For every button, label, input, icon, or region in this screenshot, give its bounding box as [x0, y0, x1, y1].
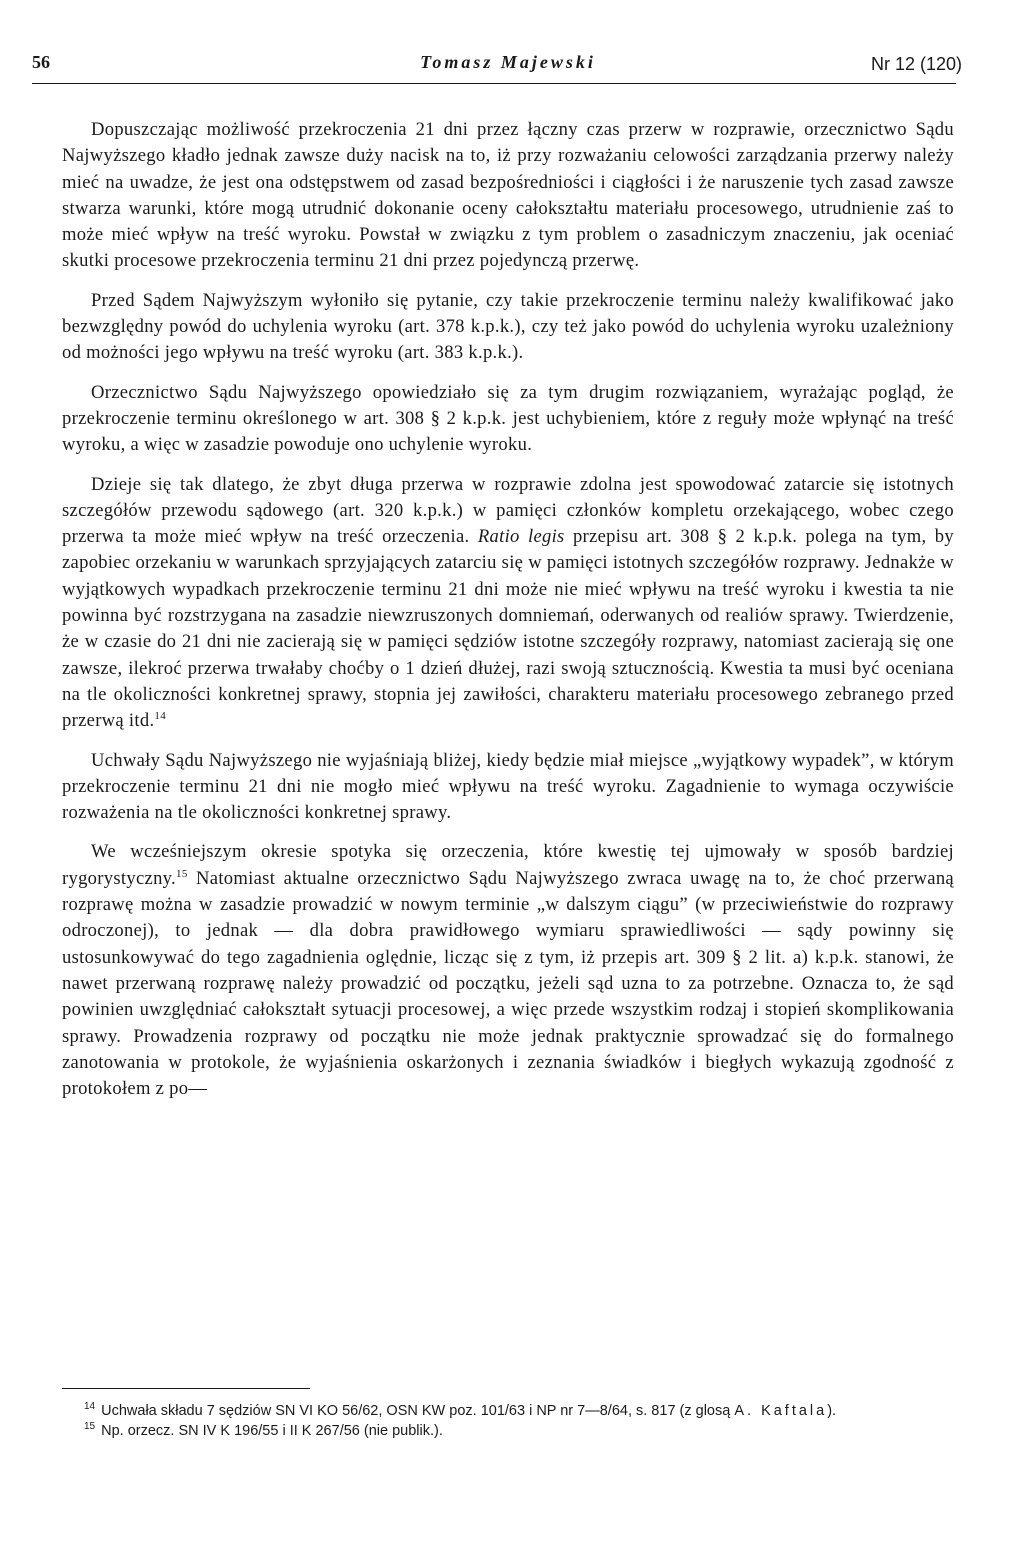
- header-rule: [32, 83, 956, 84]
- footnotes: [62, 1401, 954, 1441]
- running-head-author: Tomasz Majewski: [420, 52, 596, 72]
- paragraph-1: Dopuszczając możliwość przekroczenia 21 dni przez łączny czas przerw w rozprawie, orzecznictwo Sądu Najwyższego kładło jednak zawsze duży nacisk na to, iż przy rozważaniu celowości zarządzania przerwy należy mieć na uwadze, że jest ona odstępstwem od zasad bezpośredniości i ciągłości i że naruszenie tych zasad zawsze stwarza warunki, które mogą utrudnić dokonanie oceny całokształtu materiału procesowego, utrudnienie zaś to może mieć wpływ na treść wyroku. Powstał w związku z tym problem o zasadniczym znaczeniu, jak oceniać skutki procesowe przekroczenia terminu 21 dni przez pojedynczą przerwę.: [62, 119, 954, 272]
- footnote-15: [62, 1421, 954, 1441]
- footnote-ref-15: 15: [176, 867, 188, 880]
- paragraph-4-text-a: Dzieje się tak dlatego, że zbyt długa przerwa w rozprawie zdolna jest spowodować zatarcie się istotnych szczegółów przewodu sądowego (art. 320 k.p.k.) w pamięci członków kompletu orzekającego, wobec czego przerwa ta może mieć wpływ na treść orzeczenia.: [62, 473, 954, 548]
- paragraph-6-text-a: We wcześniejszym okresie spotyka się orzeczenia, które kwestię tej ujmowały w sposób bardziej rygorystyczny.: [62, 841, 954, 889]
- ratio-legis-italic: Ratio legis: [477, 526, 565, 548]
- document-page: [32, 0, 962, 1542]
- paragraph-3: Orzecznictwo Sądu Najwyższego opowiedziało się za tym drugim rozwiązaniem, wyrażając pogląd, że przekroczenie terminu określonego w art. 308 § 2 k.p.k. jest uchybieniem, które z reguły może wpłynąć na treść wyroku, a więc w zasadzie powoduje ono uchylenie wyroku.: [62, 381, 954, 456]
- issue-number: Nr 12 (120): [870, 54, 962, 74]
- paragraph-6-text-b: Natomiast aktualne orzecznictwo Sądu Najwyższego zwraca uwagę na to, że choć przerwaną rozprawę można w zasadzie prowadzić w nowym terminie „w dalszym ciągu” (w przeciwieństwie do rozprawy odroczonej), to jednak — dla dobra prawidłowego wymiaru sprawiedliwości — sądy powinny się ustosunkowywać do tego zagadnienia oględnie, licząc się z tym, iż przepis art. 309 § 2 lit. a) k.p.k. stanowi, że nawet przerwaną rozprawę należy prowadzić od początku, jeżeli sąd uzna to za potrzebne. Oznacza to, że sąd powinien uwzględniać całokształt sytuacji procesowej, a więc przede wszystkim rodzaj i stopień skomplikowania sprawy. Prowadzenia rozprawy od początku nie może jednak praktycznie sprowadzać się do formalnego zanotowania w protokole, że wyjaśnienia oskarżonych i zeznania świadków i biegłych wykazują zgodność z protokołem z po—: [62, 867, 954, 1100]
- running-head: [32, 52, 962, 80]
- paragraph-4-text-b: przepisu art. 308 § 2 k.p.k. polega na tym, by zapobiec orzekaniu w warunkach sprzyjających zatarciu się w pamięci istotnych szczegółów rozprawy. Jednakże w wyjątkowych wypadkach przekroczenie terminu 21 dni może nie mieć wpływu na treść wyroku i kwestia ta nie powinna być rozstrzygana na zasadzie niewzruszonych domniemań, oderwanych od realiów sprawy. Twierdzenie, że w czasie do 21 dni nie zacierają się w pamięci sędziów istotne szczegóły rozprawy, natomiast zacierają się one zawsze, ilekroć przerwa trwałaby choćby o 1 dzień dłużej, razi swoją sztucznością. Kwestia ta musi być oceniana na tle okoliczności konkretnej sprawy, stopnia jej zawiłości, charakteru materiału procesowego zebranego przed przerwą itd.: [62, 526, 954, 732]
- main-text: [62, 117, 954, 1115]
- footnote-14-mark: 14: [84, 1401, 96, 1413]
- footnote-15-mark: 15: [84, 1421, 96, 1433]
- page-number: 56: [32, 52, 50, 72]
- footnote-14-author: A. Kaftala: [734, 1403, 828, 1419]
- footnote-14-text-a: Uchwała składu 7 sędziów SN VI KO 56/62, OSN KW poz. 101/63 i NP nr 7—8/64, s. 817 (z glosą: [101, 1403, 735, 1419]
- footnote-14: [62, 1401, 954, 1421]
- paragraph-4: [62, 472, 954, 735]
- paragraph-6: [62, 839, 954, 1102]
- paragraph-2: Przed Sądem Najwyższym wyłoniło się pytanie, czy takie przekroczenie terminu należy kwalifikować jako bezwzględny powód do uchylenia wyroku (art. 378 k.p.k.), czy też jako powód do uchylenia wyroku uzależniony od możności jego wpływu na treść wyroku (art. 383 k.p.k.).: [62, 289, 954, 364]
- footnote-14-text-b: ).: [827, 1403, 837, 1419]
- footnote-15-text: Np. orzecz. SN IV K 196/55 i II K 267/56 (nie publik.).: [101, 1423, 443, 1439]
- paragraph-5: Uchwały Sądu Najwyższego nie wyjaśniają bliżej, kiedy będzie miał miejsce „wyjątkowy wypadek”, w którym przekroczenie terminu 21 dni nie mogło mieć wpływu na treść wyroku. Zagadnienie to wymaga oczywiście rozważenia na tle okoliczności konkretnej sprawy.: [62, 749, 954, 824]
- footnote-ref-14: 14: [154, 710, 167, 723]
- footnote-rule: [62, 1388, 310, 1389]
